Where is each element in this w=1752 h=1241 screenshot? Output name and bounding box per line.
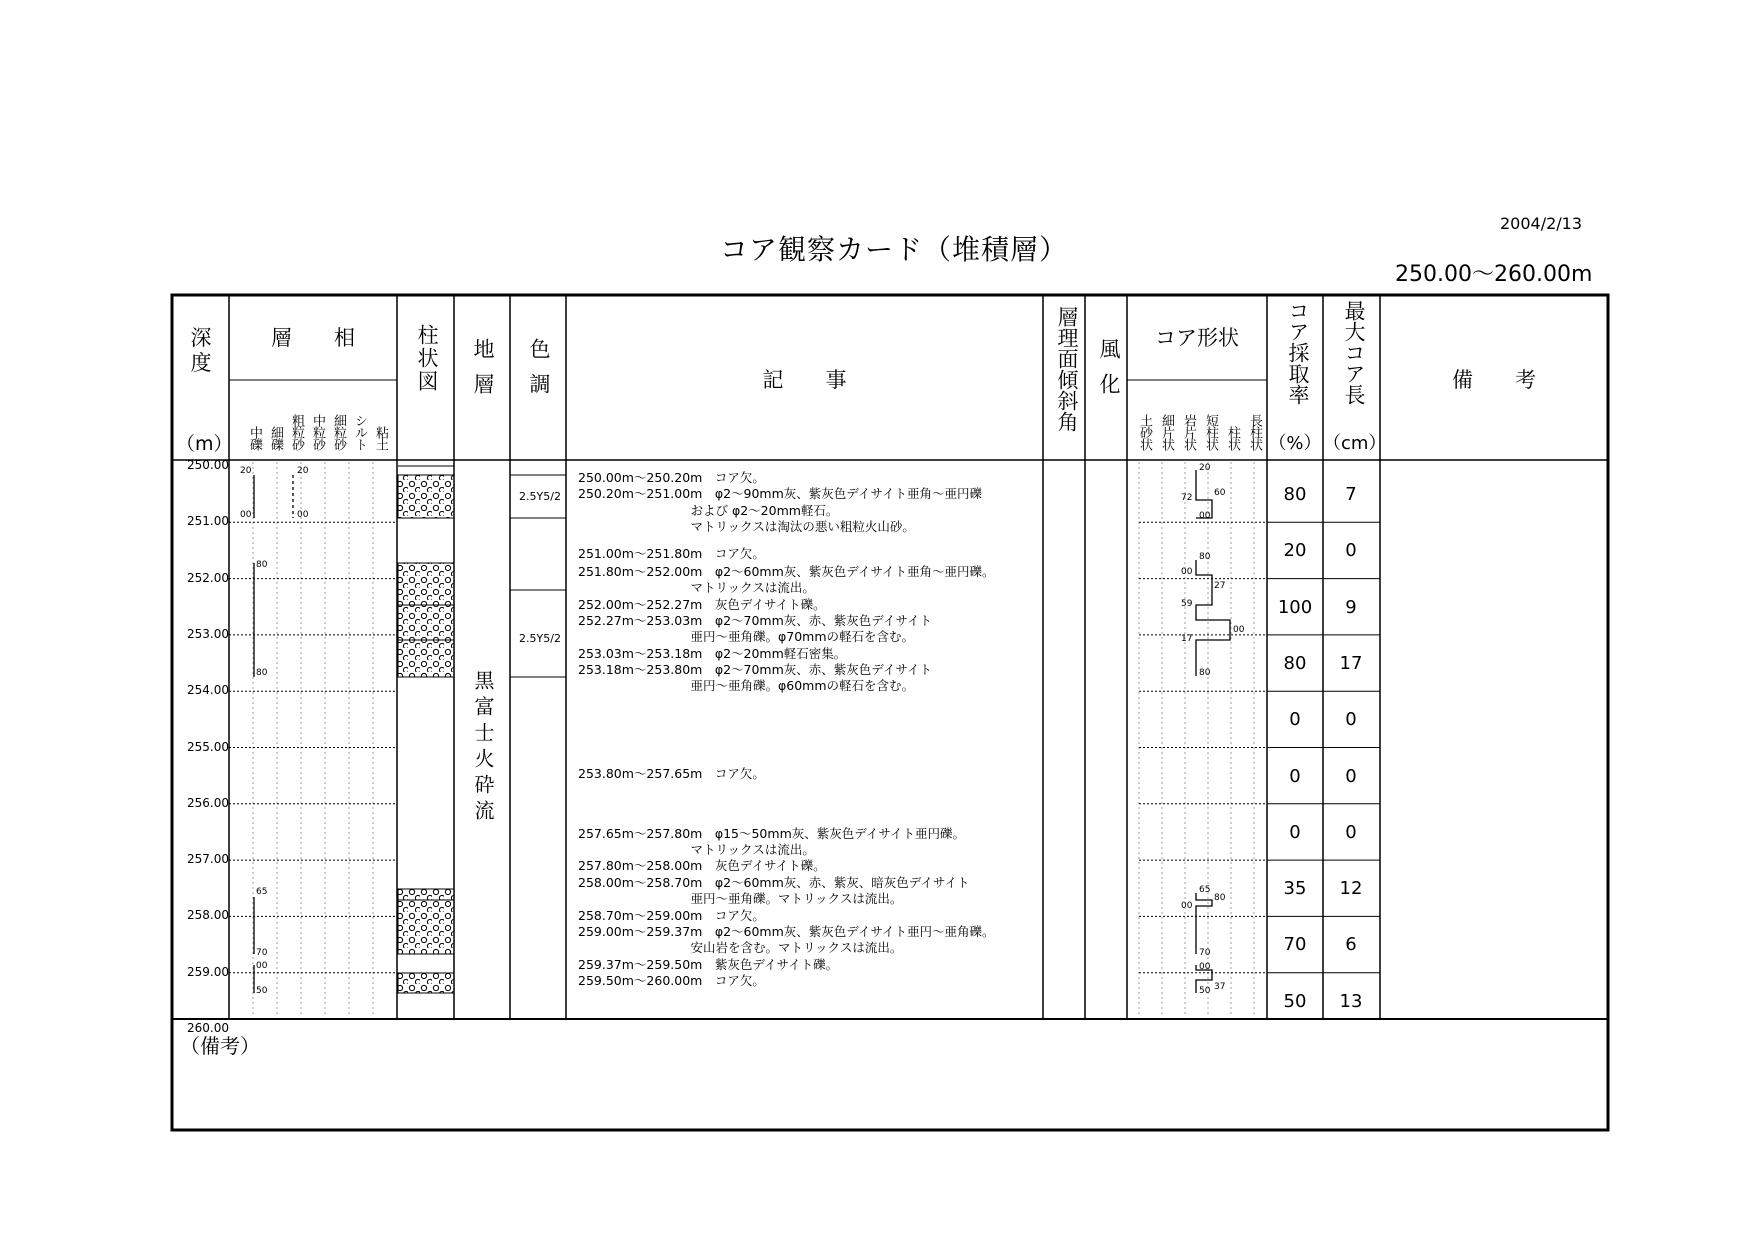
depth-label: 252.00 — [187, 570, 229, 585]
stratum-header: 地層 — [471, 338, 495, 408]
max-core-length-value: 0 — [1345, 540, 1357, 562]
column-log — [398, 466, 454, 993]
grain-size-label: 中粒砂 — [310, 414, 325, 450]
core-shape-mark: 60 — [1214, 488, 1226, 498]
recovery-value: 0 — [1289, 765, 1301, 787]
core-shape-mark: 72 — [1181, 493, 1193, 503]
core-shape-mark: 20 — [1199, 463, 1211, 473]
core-shape-label: 長柱状 — [1247, 414, 1262, 450]
facies-mark: 70 — [256, 948, 268, 958]
core-shape-label: 柱状 — [1225, 426, 1240, 450]
page-title: コア観察カード（堆積層） — [720, 233, 1069, 266]
note-line: 259.37m～259.50m 紫灰色デイサイト礫。 — [578, 957, 839, 972]
facies-mark: 50 — [256, 986, 268, 996]
facies-bars — [254, 475, 293, 993]
core-shape-label: 岩片状 — [1181, 414, 1196, 450]
max-core-length-value: 9 — [1345, 596, 1357, 618]
remarks-footer-label: （備考） — [180, 1034, 260, 1058]
note-line: 257.65m～257.80m φ15～50mm灰、紫灰色デイサイト亜円礫。 — [578, 826, 965, 841]
note-line: マトリックスは流出。 — [578, 842, 815, 857]
grain-size-labels — [244, 398, 394, 450]
core-shape-label: 短柱状 — [1203, 414, 1218, 450]
facies-header: 層 相 — [271, 326, 355, 350]
max-core-length-value: 12 — [1339, 878, 1363, 900]
note-line: 251.80m～252.00m φ2～60mm灰、紫灰色デイサイト亜角～亜円礫。 — [578, 564, 995, 579]
note-line: 257.80m～258.00m 灰色デイサイト礫。 — [578, 858, 826, 873]
depth-label: 255.00 — [187, 739, 229, 754]
depth-label: 257.00 — [187, 852, 229, 867]
depth-unit: （m） — [176, 433, 233, 455]
core-shape-mark: 80 — [1214, 893, 1226, 903]
note-line: 252.27m～253.03m φ2～70mm灰、赤、紫灰色デイサイト — [578, 613, 933, 628]
recovery-value: 80 — [1283, 652, 1307, 674]
core-shape-mark: 00 — [1181, 901, 1193, 911]
note-line: マトリックスは流出。 — [578, 580, 815, 595]
note-line: 251.00m～251.80m コア欠。 — [578, 546, 765, 561]
note-line: および φ2～20mm軽石。 — [578, 503, 839, 518]
core-shape-mark: 80 — [1199, 552, 1211, 562]
column-header: 柱状図 — [415, 324, 439, 393]
grain-size-label: シルト — [352, 414, 367, 450]
max-core-length-value: 0 — [1345, 709, 1357, 731]
core-shape-mark: 80 — [1199, 668, 1211, 678]
facies-mark: 65 — [256, 887, 268, 897]
grain-size-label: 細礫 — [268, 426, 283, 450]
max-core-length-value: 0 — [1345, 821, 1357, 843]
recovery-value: 20 — [1283, 540, 1307, 562]
weathering-header: 風化 — [1097, 338, 1121, 408]
note-line: 250.00m～250.20m コア欠。 — [578, 470, 765, 485]
grain-size-label: 粘土 — [373, 426, 388, 450]
color-value: 2.5Y5/2 — [519, 632, 561, 645]
recovery-value: 0 — [1289, 821, 1301, 843]
note-line: 259.50m～260.00m コア欠。 — [578, 973, 765, 988]
note-line: 250.20m～251.00m φ2～90mm灰、紫灰色デイサイト亜角～亜円礫 — [578, 486, 983, 501]
stratum-name: 黒富士火砕流 — [471, 670, 495, 826]
note-line: 253.18m～253.80m φ2～70mm灰、赤、紫灰色デイサイト — [578, 662, 933, 677]
max-core-length-header: 最大コア長 — [1342, 300, 1366, 405]
note-line: 亜円～亜角礫。φ60mmの軽石を含む。 — [578, 678, 915, 693]
note-line: 亜円～亜角礫。マトリックスは流出。 — [578, 891, 903, 906]
depth-label: 254.00 — [187, 683, 229, 698]
facies-mark: 00 — [240, 510, 252, 520]
note-line: 258.00m～258.70m φ2～60mm灰、赤、紫灰、暗灰色デイサイト — [578, 875, 970, 890]
core-shape-label: 細片状 — [1159, 414, 1174, 450]
max-core-length-value: 6 — [1345, 934, 1357, 956]
max-core-length-value: 7 — [1345, 484, 1357, 505]
date: 2004/2/13 — [1500, 214, 1583, 233]
recovery-value: 50 — [1283, 990, 1307, 1012]
notes-header: 記 事 — [762, 368, 847, 392]
core-shape-mark: 00 — [1181, 567, 1193, 577]
core-shape-header: コア形状 — [1155, 326, 1239, 350]
depth-label: 251.00 — [187, 514, 229, 529]
recovery-value: 70 — [1283, 934, 1307, 956]
depth-header: 深度 — [190, 326, 212, 376]
depth-label: 253.00 — [187, 626, 229, 641]
depth-label: 260.00 — [187, 1021, 229, 1035]
grain-size-label: 細粒砂 — [331, 414, 346, 450]
recovery-value: 35 — [1283, 878, 1307, 900]
facies-mark: 20 — [240, 466, 252, 476]
core-shape-mark: 37 — [1214, 982, 1226, 992]
core-shape-mark: 27 — [1214, 581, 1226, 591]
max-core-length-value: 0 — [1345, 765, 1357, 787]
facies-mark: 20 — [297, 466, 309, 476]
grain-size-label: 粗粒砂 — [289, 414, 304, 450]
color-header: 色調 — [527, 338, 551, 408]
core-shape-labels — [1133, 398, 1265, 450]
color-value: 2.5Y5/2 — [519, 490, 561, 503]
core-shape-mark: 00 — [1199, 511, 1211, 521]
note-line: 252.00m～252.27m 灰色デイサイト礫。 — [578, 597, 826, 612]
facies-mark: 80 — [256, 668, 268, 678]
core-shape-lines — [1196, 470, 1230, 993]
core-shape-mark: 59 — [1181, 599, 1193, 609]
note-line: 253.03m～253.18m φ2～20mm軽石密集。 — [578, 646, 847, 661]
max-core-length-unit: （cm） — [1323, 433, 1387, 454]
note-line: 安山岩を含む。マトリックスは流出。 — [578, 940, 903, 955]
depth-range: 250.00～260.00m — [1395, 262, 1593, 287]
note-line: 亜円～亜角礫。φ70mmの軽石を含む。 — [578, 629, 915, 644]
recovery-value: 100 — [1277, 596, 1313, 618]
note-line: マトリックスは淘汰の悪い粗粒火山砂。 — [578, 519, 915, 534]
grain-size-label: 中礫 — [247, 426, 262, 450]
note-line: 259.00m～259.37m φ2～60mm灰、紫灰色デイサイト亜円～亜角礫。 — [578, 924, 995, 939]
max-core-length-value: 13 — [1339, 990, 1363, 1012]
core-shape-mark: 17 — [1181, 634, 1193, 644]
core-shape-mark: 00 — [1233, 625, 1245, 635]
depth-label: 258.00 — [187, 908, 229, 923]
recovery-unit: （%） — [1268, 433, 1322, 454]
core-shape-mark: 50 — [1199, 986, 1211, 996]
core-shape-label: 土砂状 — [1137, 414, 1152, 450]
facies-mark: 80 — [256, 560, 268, 570]
facies-mark: 00 — [297, 510, 309, 520]
depth-label: 259.00 — [187, 964, 229, 979]
depth-label: 256.00 — [187, 795, 229, 810]
note-line: 258.70m～259.00m コア欠。 — [578, 908, 765, 923]
core-shape-mark: 70 — [1199, 948, 1211, 958]
core-shape-mark: 65 — [1199, 885, 1211, 895]
core-shape-mark: 00 — [1199, 962, 1211, 972]
depth-label: 250.00 — [187, 458, 229, 472]
recovery-value: 80 — [1283, 484, 1307, 505]
max-core-length-value: 17 — [1339, 652, 1363, 674]
dip-header: 層理面傾斜角 — [1055, 306, 1079, 432]
note-line: 253.80m～257.65m コア欠。 — [578, 766, 765, 781]
recovery-value: 0 — [1289, 709, 1301, 731]
facies-mark: 00 — [256, 961, 268, 971]
recovery-header: コア採取率 — [1286, 300, 1310, 405]
remarks-header: 備 考 — [1452, 368, 1536, 392]
